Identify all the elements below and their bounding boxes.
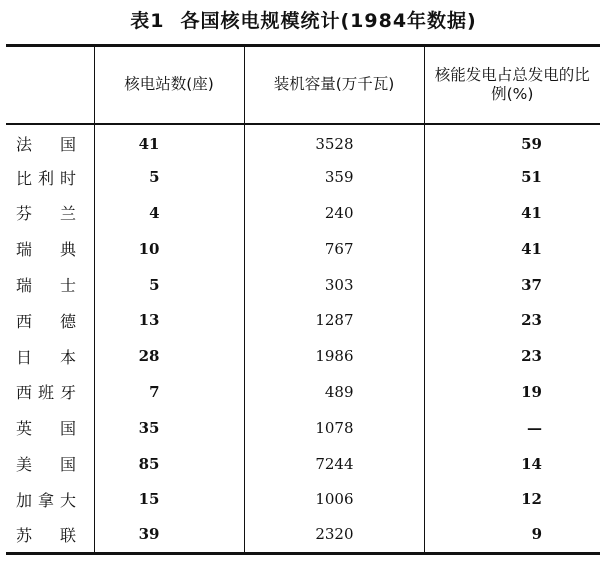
header-stations: 核电站数(座) [94,46,244,124]
capacity-cell: 767 [244,231,424,267]
table-row [6,302,600,338]
country-name: 加拿大 [16,490,76,510]
stations-cell: 39 [94,517,244,553]
country-name: 苏联 [16,525,76,545]
country-cell [6,481,94,517]
country-cell [6,267,94,303]
header-country [6,46,94,124]
share-cell: 41 [424,231,600,267]
table-row [6,159,600,195]
table-body [6,124,600,554]
stations-cell: 5 [94,159,244,195]
capacity-cell: 303 [244,267,424,303]
country-name: 芬兰 [16,204,76,224]
country-name: 英国 [16,419,76,439]
header-share: 核能发电占总发电的比例(%) [424,46,600,124]
stations-cell: 10 [94,231,244,267]
country-name: 美国 [16,455,76,475]
capacity-cell: 1287 [244,302,424,338]
stations-cell: 41 [94,124,244,160]
share-cell: 23 [424,302,600,338]
table-row [6,338,600,374]
stations-cell: 15 [94,481,244,517]
capacity-cell: 240 [244,195,424,231]
capacity-cell: 1078 [244,410,424,446]
country-name: 西班牙 [16,383,76,403]
share-cell: 41 [424,195,600,231]
share-cell: 23 [424,338,600,374]
table-number: 表1 [130,10,165,32]
stations-cell: 28 [94,338,244,374]
share-cell: 9 [424,517,600,553]
table-title: 各国核电规模统计(1984年数据) [180,10,477,32]
country-name: 瑞典 [16,240,76,260]
table-row [6,481,600,517]
table-row [6,231,600,267]
country-name: 西德 [16,311,76,331]
capacity-cell: 3528 [244,124,424,160]
country-cell [6,231,94,267]
share-cell: — [424,410,600,446]
country-cell [6,410,94,446]
capacity-cell: 359 [244,159,424,195]
share-cell: 14 [424,446,600,482]
country-cell [6,159,94,195]
table-row [6,195,600,231]
country-name: 瑞士 [16,276,76,296]
table-row [6,374,600,410]
capacity-cell: 1006 [244,481,424,517]
country-name: 日本 [16,347,76,367]
table-header-row [6,46,600,124]
capacity-cell: 489 [244,374,424,410]
table-row [6,446,600,482]
stations-cell: 35 [94,410,244,446]
stations-cell: 85 [94,446,244,482]
capacity-cell: 1986 [244,338,424,374]
table-row [6,267,600,303]
table-caption [0,6,607,33]
table-row [6,410,600,446]
capacity-cell: 7244 [244,446,424,482]
country-cell [6,517,94,553]
share-cell: 51 [424,159,600,195]
country-cell [6,195,94,231]
stations-cell: 7 [94,374,244,410]
country-cell [6,446,94,482]
country-cell [6,374,94,410]
country-name: 比利时 [16,168,76,188]
country-cell [6,302,94,338]
share-cell: 37 [424,267,600,303]
table-row [6,517,600,553]
share-cell: 12 [424,481,600,517]
nuclear-stats-table [6,44,600,555]
country-cell [6,338,94,374]
header-capacity: 装机容量(万千瓦) [244,46,424,124]
country-cell [6,124,94,160]
capacity-cell: 2320 [244,517,424,553]
country-name: 法国 [16,135,76,155]
table-row [6,124,600,160]
stations-cell: 5 [94,267,244,303]
share-cell: 19 [424,374,600,410]
share-cell: 59 [424,124,600,160]
stations-cell: 13 [94,302,244,338]
stations-cell: 4 [94,195,244,231]
